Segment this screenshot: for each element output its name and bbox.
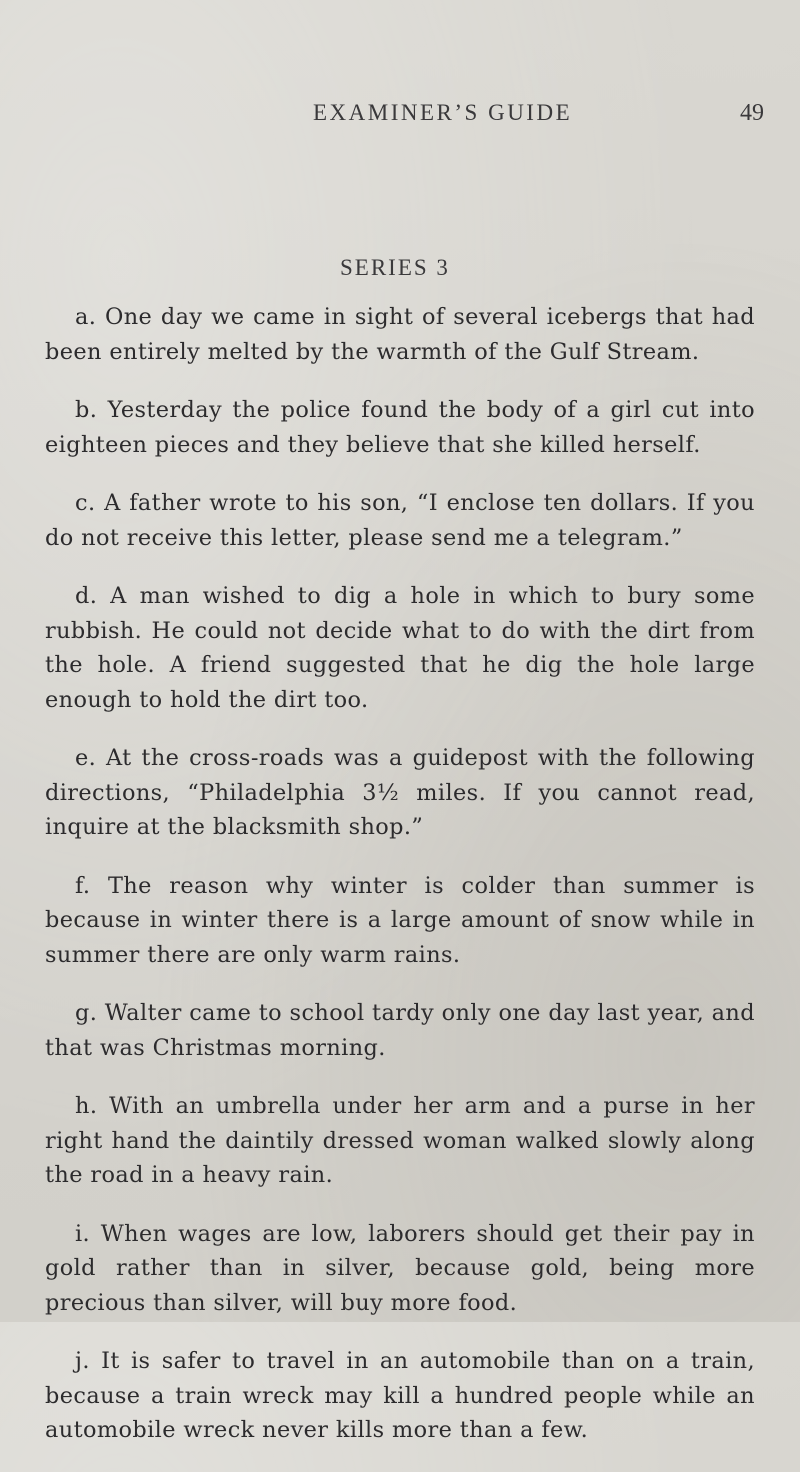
exercise-list xyxy=(45,300,755,1472)
exercise-item-e: e. At the cross-roads was a guidepost with the following directions, “Philadelphia 3½ miles. If you cannot read, inquire at the blacksmith shop.” xyxy=(45,745,755,840)
running-title: EXAMINER’S GUIDE xyxy=(313,100,573,125)
exercise-item-j: j. It is safer to travel in an automobile than on a train, because a train wreck may kill a hundred people while an automobile wreck never kills more than a few. xyxy=(45,1348,755,1443)
exercise-item-h: h. With an umbrella under her arm and a purse in her right hand the daintily dressed woman walked slowly along the road in a heavy rain. xyxy=(45,1093,755,1188)
page-number: 49 xyxy=(740,100,764,126)
exercise-item-a: a. One day we came in sight of several icebergs that had been entirely melted by the warmth of the Gulf Stream. xyxy=(45,304,755,365)
exercise-item-f: f. The reason why winter is colder than summer is because in winter there is a large amount of snow while in summer there are only warm rains. xyxy=(45,872,755,968)
exercise-item-d: d. A man wished to dig a hole in which to bury some rubbish. He could not decide what to do with the dirt from the hole. A friend suggested that he dig the hole large enough to hold the dirt too. xyxy=(45,583,755,713)
series-title: SERIES 3 xyxy=(340,255,450,280)
exercise-item-g: g. Walter came to school tardy only one day last year, and that was Christmas morning. xyxy=(45,1000,755,1061)
exercise-item-b: b. Yesterday the police found the body of a girl cut into eighteen pieces and they believe that she killed herself. xyxy=(45,397,755,458)
exercise-item-c: c. A father wrote to his son, “I enclose ten dollars. If you do not receive this letter, please send me a telegram.” xyxy=(45,490,755,551)
exercise-item-i: i. When wages are low, laborers should get their pay in gold rather than in silver, because gold, being more precious than silver, will buy more food. xyxy=(45,1220,755,1316)
running-head xyxy=(0,100,800,140)
